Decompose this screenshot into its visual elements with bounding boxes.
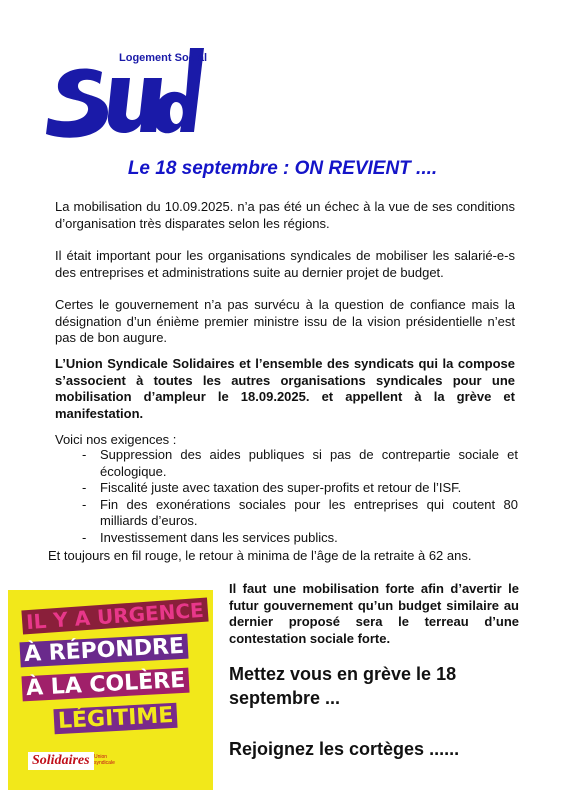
demands-list	[82, 447, 518, 546]
callout-corteges: Rejoignez les cortèges ......	[229, 739, 460, 759]
dash-bullet-icon: -	[82, 480, 87, 495]
list-item: - Fiscalité juste avec taxation des super-profits et retour de l’ISF.	[82, 480, 462, 495]
paragraph-mobilisation: La mobilisation du 10.09.2025. n’a pas été un échec à la vue de ses conditions d’organisation très disparates selon les régions.	[55, 199, 515, 231]
paragraph-gouvernement: Certes le gouvernement n’a pas survécu à la question de confiance mais la désignation d’un énième premier ministre issu de la vision présidentielle n’est pas de bon augure.	[55, 297, 515, 345]
list-item: - Investissement dans les services publics.	[82, 529, 338, 545]
dash-bullet-icon: -	[82, 496, 87, 512]
poster-line-repondre: À RÉPONDRE	[19, 634, 188, 668]
poster-line-colere: À LA COLÈRE	[21, 668, 189, 702]
solidaires-logo: Solidaires	[28, 752, 94, 770]
list-item: - Fin des exonérations sociales pour les entreprises qui coutent 80 milliards d’euros.	[82, 496, 518, 528]
urgence-poster	[8, 590, 213, 790]
poster-line-legitime: LÉGITIME	[53, 703, 178, 734]
logo-tagline: Logement Social	[119, 52, 208, 64]
list-item: - Suppression des aides publiques si pas de contrepartie sociale et écologique.	[82, 447, 518, 479]
paragraph-avertissement: Il faut une mobilisation forte afin d’avertir le futur gouvernement qu’un budget similaire au dernier proposé sera le terreau d’une contestation sociale forte.	[229, 581, 519, 646]
paragraph-retraite: Et toujours en fil rouge, le retour à minima de l’âge de la retraite à 62 ans.	[48, 548, 472, 563]
demands-heading: Voici nos exigences :	[55, 432, 177, 447]
solidaires-logo-subtitle: Union syndicale	[94, 754, 115, 766]
poster-line-urgence: IL Y A URGENCE	[21, 598, 208, 635]
sud-logo	[44, 44, 208, 144]
paragraph-budget: Il était important pour les organisations syndicales de mobiliser les salarié-e-s des entreprises et administrations suite au dernier projet de budget.	[55, 248, 515, 280]
callout-greve: Mettez vous en grève le 18 septembre ...	[229, 664, 457, 708]
page-title: Le 18 septembre : ON REVIENT ....	[127, 158, 438, 179]
dash-bullet-icon: -	[82, 447, 87, 462]
dash-bullet-icon: -	[82, 529, 87, 545]
paragraph-solidaires-call: L’Union Syndicale Solidaires et l’ensemble des syndicats qui la compose s’associent à toutes les autres organisations syndicales pour une mobilisation d’ampleur le 18.09.2025. et appellent à la grève et manifestation.	[55, 356, 515, 421]
